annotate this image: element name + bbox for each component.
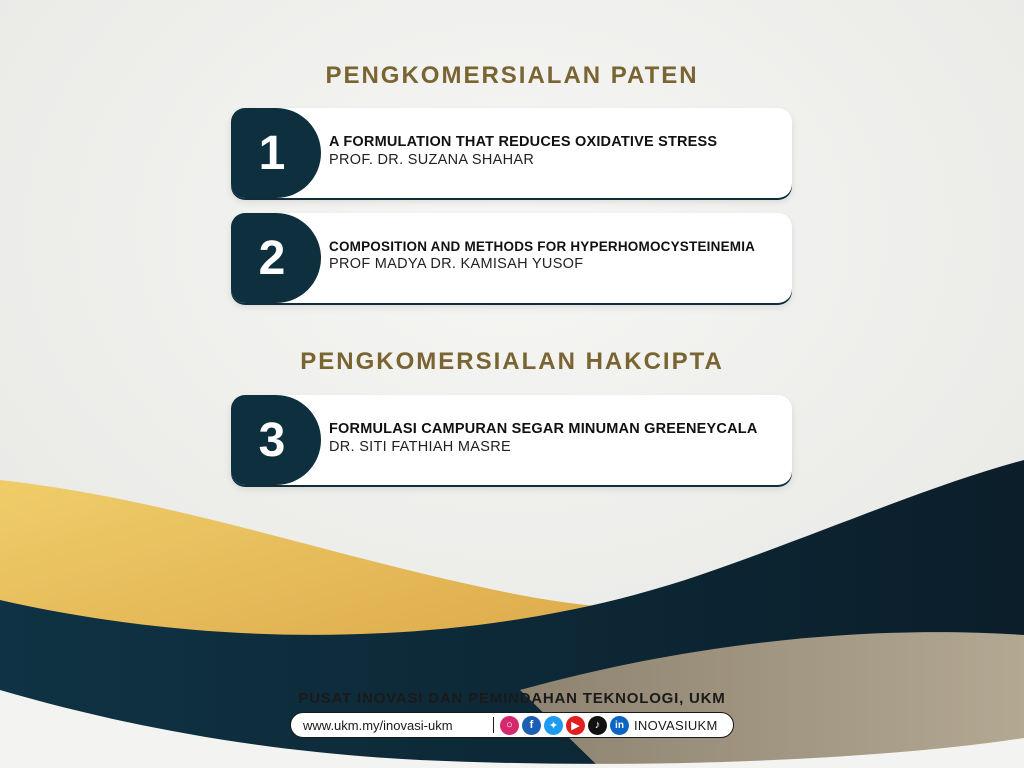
card-title: COMPOSITION AND METHODS FOR HYPERHOMOCYSTEINEMIA	[329, 239, 756, 254]
patent-card-2	[231, 213, 792, 303]
card-title: FORMULASI CAMPURAN SEGAR MINUMAN GREENEYCALA	[329, 421, 758, 437]
twitter-icon[interactable]: ✦	[544, 716, 563, 735]
social-handle: INOVASIUKM	[634, 717, 718, 733]
tiktok-icon[interactable]: ♪	[588, 716, 607, 735]
linkedin-icon[interactable]: in	[610, 716, 629, 735]
website-link[interactable]: www.ukm.my/inovasi-ukm	[303, 717, 453, 733]
facebook-icon[interactable]: f	[522, 716, 541, 735]
instagram-icon[interactable]: ○	[500, 716, 519, 735]
card-number-badge: 2	[231, 213, 321, 303]
card-number-badge: 3	[231, 395, 321, 485]
section-title-patent: PENGKOMERSIALAN PATEN	[325, 62, 699, 89]
card-inventor: PROF. DR. SUZANA SHAHAR	[329, 152, 535, 168]
copyright-card-3	[231, 395, 792, 485]
social-icons	[500, 716, 632, 735]
card-inventor: PROF MADYA DR. KAMISAH YUSOF	[329, 256, 584, 272]
footer-organization: PUSAT INOVASI DAN PEMINDAHAN TEKNOLOGI, UKM	[298, 690, 726, 707]
footer-contact-bar	[290, 712, 734, 738]
card-title: A FORMULATION THAT REDUCES OXIDATIVE STRESS	[329, 134, 718, 150]
youtube-icon[interactable]: ▶	[566, 716, 585, 735]
section-title-copyright: PENGKOMERSIALAN HAKCIPTA	[300, 348, 724, 375]
divider	[493, 717, 494, 733]
card-inventor: DR. SITI FATHIAH MASRE	[329, 439, 511, 455]
patent-card-1	[231, 108, 792, 198]
card-number-badge: 1	[231, 108, 321, 198]
